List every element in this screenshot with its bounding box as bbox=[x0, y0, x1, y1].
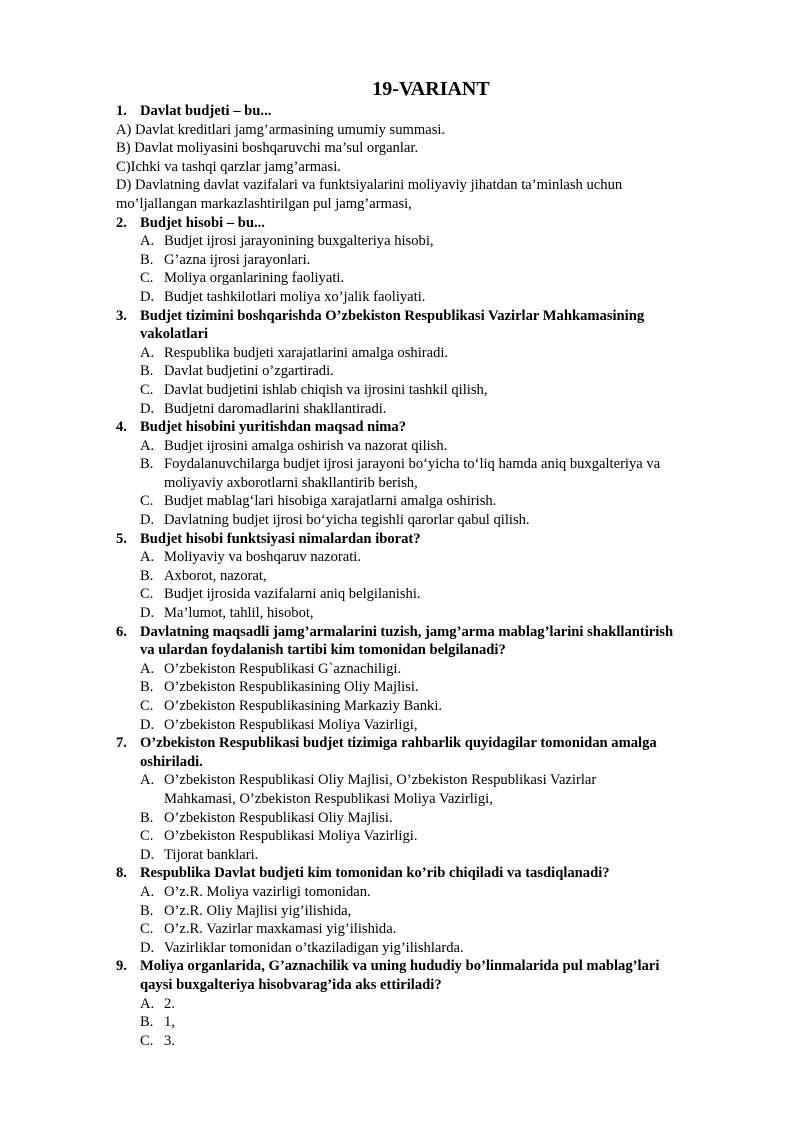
answer-option bbox=[116, 939, 746, 958]
question-text: Davlatning maqsadli jamg’armalarini tuzish, jamg’arma mablag’larini shakllantirish bbox=[140, 623, 674, 640]
question-text: qaysi buxgalteriya hisobvarag’ida aks ettiriladi? bbox=[140, 976, 442, 993]
option-text: Budjet mablag‘lari hisobiga xarajatlarni amalga oshirish. bbox=[164, 493, 497, 510]
question-number: 8. bbox=[116, 865, 127, 882]
option-letter: A. bbox=[140, 233, 155, 250]
answer-option bbox=[116, 716, 746, 735]
answer-option bbox=[116, 269, 746, 288]
answer-option bbox=[116, 548, 746, 567]
question-number: 9. bbox=[116, 958, 127, 975]
option-letter: D. bbox=[140, 512, 155, 529]
answer-option bbox=[116, 1013, 746, 1032]
option-text: O’zbekiston Respublikasining Markaziy Banki. bbox=[164, 698, 443, 714]
option-text: Vazirliklar tomonidan o’tkaziladigan yig’ilishlarda. bbox=[164, 939, 464, 956]
question-number: 2. bbox=[116, 214, 127, 231]
option-letter: C. bbox=[140, 1032, 154, 1049]
question-text: Budjet tizimini boshqarishda O’zbekiston Respublikasi Vazirlar Mahkamasining bbox=[140, 307, 645, 324]
option-letter: B. bbox=[140, 902, 154, 919]
answer-option bbox=[116, 344, 746, 363]
option-text: O’z.R. Vazirlar maxkamasi yig’ilishida. bbox=[164, 921, 397, 938]
question-text: Moliya organlarida, G’aznachilik va uning hududiy bo’linmalarida pul mablag’lari bbox=[140, 958, 660, 975]
question-1 bbox=[116, 102, 746, 121]
option-letter: B. bbox=[140, 363, 154, 380]
question-4 bbox=[116, 418, 746, 437]
option-letter: D. bbox=[140, 400, 155, 417]
question-number: 3. bbox=[116, 307, 127, 324]
question-number: 5. bbox=[116, 530, 127, 547]
option-letter: A. bbox=[140, 772, 155, 789]
option-letter: C. bbox=[140, 381, 154, 398]
answer-option bbox=[116, 771, 746, 808]
answer-option bbox=[116, 492, 746, 511]
answer-option bbox=[116, 567, 746, 586]
option-letter: C. bbox=[140, 828, 154, 845]
option-letter: A. bbox=[140, 344, 155, 361]
option-text: O’z.R. Moliya vazirligi tomonidan. bbox=[164, 883, 371, 900]
option-text: 1, bbox=[164, 1014, 175, 1031]
option-text: Davlat budjetini ishlab chiqish va ijrosini tashkil qilish, bbox=[164, 381, 488, 398]
option-letter: A. bbox=[140, 549, 155, 566]
question-5 bbox=[116, 530, 746, 549]
answer-line: B) Davlat moliyasini boshqaruvchi ma’sul organlar. bbox=[116, 140, 419, 157]
option-text: Moliya organlarining faoliyati. bbox=[164, 270, 345, 287]
option-letter: C. bbox=[140, 270, 154, 287]
option-letter: C. bbox=[140, 586, 154, 603]
answer-line: A) Davlat kreditlari jamg’armasining umumiy summasi. bbox=[116, 121, 446, 138]
question-2 bbox=[116, 214, 746, 233]
answer-option bbox=[116, 251, 746, 270]
option-letter: D. bbox=[140, 716, 155, 733]
answer-line: D) Davlatning davlat vazifalari va funktsiyalarini moliyaviy jihatdan ta’minlash uchun bbox=[116, 177, 623, 194]
answer-option bbox=[116, 920, 746, 939]
answer-option bbox=[116, 883, 746, 902]
option-text: Budjet ijrosini amalga oshirish va nazorat qilish. bbox=[164, 437, 448, 454]
option-text: G’azna ijrosi jarayonlari. bbox=[164, 251, 311, 268]
option-letter: A. bbox=[140, 660, 155, 677]
option-text: Moliyaviy va boshqaruv nazorati. bbox=[164, 549, 361, 566]
option-text: O’z.R. Oliy Majlisi yig’ilishida, bbox=[164, 902, 352, 919]
question-text: Respublika Davlat budjeti kim tomonidan ko’rib chiqiladi va tasdiqlanadi? bbox=[140, 865, 610, 882]
option-text: O’zbekiston Respublikasi Oliy Majlisi, O’zbekiston Respublikasi Vazirlar bbox=[164, 772, 597, 789]
question-number: 6. bbox=[116, 623, 127, 640]
question-3 bbox=[116, 307, 746, 344]
question-text: va ulardan foydalanish tartibi kim tomonidan belgilanadi? bbox=[140, 642, 506, 659]
question-list bbox=[116, 102, 746, 1050]
answer-option bbox=[116, 827, 746, 846]
answer-option bbox=[116, 995, 746, 1014]
option-text: Budjet ijrosida vazifalarni aniq belgilanishi. bbox=[164, 586, 421, 603]
answer-line: C)Ichki va tashqi qarzlar jamg’armasi. bbox=[116, 158, 341, 175]
option-text: Ma’lumot, tahlil, hisobot, bbox=[164, 605, 314, 622]
option-letter: D. bbox=[140, 846, 155, 863]
option-text: Axborot, nazorat, bbox=[164, 567, 267, 584]
question-7 bbox=[116, 734, 746, 771]
question-number: 7. bbox=[116, 735, 127, 752]
answer-option bbox=[116, 585, 746, 604]
question-text: Davlat budjeti – bu... bbox=[140, 103, 272, 119]
option-text: Budjet ijrosi jarayonining buxgalteriya hisobi, bbox=[164, 233, 434, 250]
answer-option bbox=[116, 232, 746, 251]
option-letter: A. bbox=[140, 883, 155, 900]
answer-option bbox=[116, 604, 746, 623]
page-title: 19-VARIANT bbox=[372, 78, 490, 100]
option-text: O’zbekiston Respublikasi Oliy Majlisi. bbox=[164, 809, 393, 826]
option-letter: D. bbox=[140, 605, 155, 622]
option-letter: B. bbox=[140, 456, 154, 473]
question-text: Budjet hisobi funktsiyasi nimalardan iborat? bbox=[140, 530, 421, 547]
option-text: 2. bbox=[164, 995, 175, 1012]
option-letter: A. bbox=[140, 437, 155, 454]
answer-option bbox=[116, 697, 746, 716]
answer-option bbox=[116, 437, 746, 456]
answer-option bbox=[116, 511, 746, 530]
option-text: Budjetni daromadlarini shakllantiradi. bbox=[164, 400, 387, 417]
option-text: O’zbekiston Respublikasi G`aznachiligi. bbox=[164, 660, 402, 677]
option-text: 3. bbox=[164, 1032, 175, 1049]
option-text: Respublika budjeti xarajatlarini amalga oshiradi. bbox=[164, 344, 449, 361]
answer-option bbox=[116, 809, 746, 828]
question-9 bbox=[116, 957, 746, 994]
question-text: O’zbekiston Respublikasi budjet tizimiga rahbarlik quyidagilar tomonidan amalga bbox=[140, 735, 657, 752]
questions-2-9 bbox=[116, 214, 746, 1051]
question-text: Budjet hisobi – bu... bbox=[140, 214, 265, 231]
option-text: Foydalanuvchilarga budjet ijrosi jarayoni bo‘yicha to‘liq hamda aniq buxgalteriya va bbox=[164, 456, 661, 473]
question-number: 4. bbox=[116, 419, 127, 436]
answer-option bbox=[116, 660, 746, 679]
option-letter: B. bbox=[140, 809, 154, 826]
option-letter: A. bbox=[140, 995, 155, 1012]
answer-option bbox=[116, 400, 746, 419]
option-text: Tijorat banklari. bbox=[164, 846, 259, 863]
answer-option bbox=[116, 381, 746, 400]
answer-line: mo’ljallangan markazlashtirilgan pul jamg’armasi, bbox=[116, 195, 412, 212]
option-letter: B. bbox=[140, 251, 154, 268]
answer-option bbox=[116, 455, 746, 492]
answer-option bbox=[116, 288, 746, 307]
option-letter: D. bbox=[140, 939, 155, 956]
question-text: vakolatlari bbox=[140, 326, 209, 343]
option-letter: B. bbox=[140, 1014, 154, 1031]
option-text: O’zbekiston Respublikasi Moliya Vazirligi, bbox=[164, 716, 418, 733]
question-number: 1. bbox=[116, 103, 127, 119]
option-text: Mahkamasi, O’zbekiston Respublikasi Moliya Vazirligi, bbox=[164, 790, 493, 807]
question-text: Budjet hisobini yuritishdan maqsad nima? bbox=[140, 419, 407, 436]
question-6 bbox=[116, 623, 746, 660]
option-text: Davlat budjetini o’zgartiradi. bbox=[164, 363, 334, 380]
answer-option bbox=[116, 362, 746, 381]
question-1-answers bbox=[116, 121, 746, 214]
answer-option bbox=[116, 902, 746, 921]
option-letter: B. bbox=[140, 567, 154, 584]
answer-option bbox=[116, 846, 746, 865]
option-text: Davlatning budjet ijrosi bo‘yicha tegishli qarorlar qabul qilish. bbox=[164, 512, 530, 529]
question-text: oshiriladi. bbox=[140, 753, 203, 770]
option-letter: C. bbox=[140, 493, 154, 510]
option-text: moliyaviy axborotlarni shakllantirib berish, bbox=[164, 474, 418, 491]
option-letter: B. bbox=[140, 679, 154, 696]
option-text: O’zbekiston Respublikasi Moliya Vazirligi. bbox=[164, 828, 418, 845]
option-text: Budjet tashkilotlari moliya xo’jalik faoliyati. bbox=[164, 288, 426, 305]
option-letter: D. bbox=[140, 288, 155, 305]
question-8 bbox=[116, 864, 746, 883]
option-text: O’zbekiston Respublikasining Oliy Majlisi. bbox=[164, 679, 419, 696]
option-letter: C. bbox=[140, 698, 154, 714]
option-letter: C. bbox=[140, 921, 154, 938]
answer-option bbox=[116, 678, 746, 697]
answer-option bbox=[116, 1032, 746, 1051]
